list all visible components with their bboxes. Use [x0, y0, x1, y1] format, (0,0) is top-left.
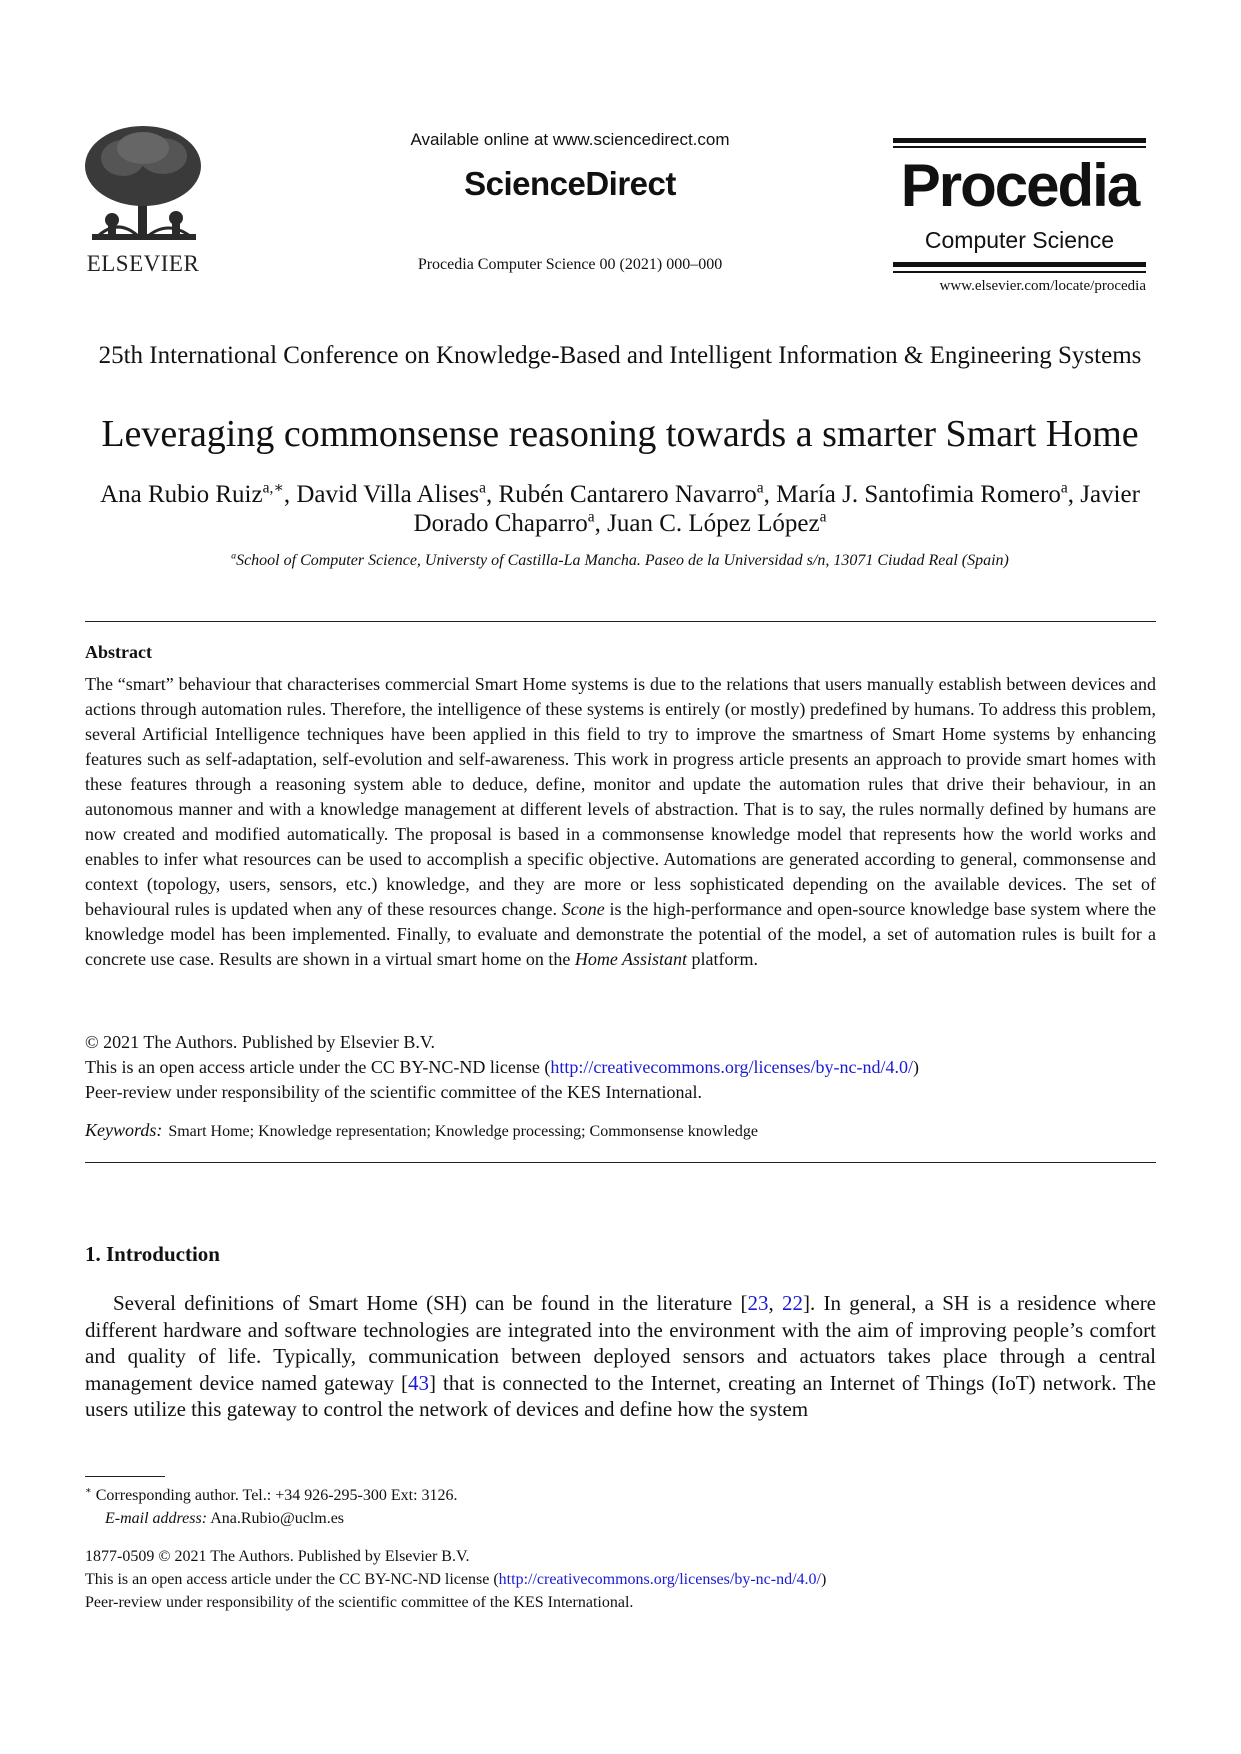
- abstract-part: is the high-performance and open-source knowledge base system where the knowledge model has been implemented. Finally, to evaluate and demonstrate the potential of the model, a set of automation rules is built for a concrete use case. Results are shown in a virtual smart home on the: [85, 899, 1156, 969]
- author-separator: ,: [486, 481, 499, 508]
- affiliation-text: School of Computer Science, Universty of Castilla-La Mancha. Paseo de la Universidad s/n, 13071 Ciudad Real (Spain): [236, 552, 1009, 569]
- email-note: [85, 1507, 1156, 1530]
- footnote-rule: [85, 1476, 165, 1477]
- author-affiliation-mark: a: [587, 508, 595, 526]
- email-address[interactable]: Ana.Rubio@uclm.es: [210, 1510, 345, 1527]
- citation-link[interactable]: 23: [747, 1291, 769, 1315]
- author-affiliation-mark: a: [756, 479, 764, 497]
- journal-reference: Procedia Computer Science 00 (2021) 000–000: [417, 256, 723, 273]
- abstract-emphasis: Scone: [561, 899, 605, 919]
- open-access-line: [85, 1568, 1156, 1591]
- logo-rule-top-thin: [893, 146, 1146, 148]
- keywords-label: Keywords:: [85, 1120, 163, 1140]
- author: [100, 481, 296, 508]
- sciencedirect-logo: ScienceDirect: [464, 165, 676, 202]
- elsevier-logo: [78, 118, 208, 278]
- open-access-suffix: ): [912, 1057, 919, 1077]
- elsevier-wordmark: ELSEVIER: [86, 251, 200, 276]
- open-access-suffix: ): [820, 1571, 827, 1588]
- abstract-part: platform.: [687, 949, 759, 969]
- author: [499, 481, 777, 508]
- paragraph: [85, 1290, 1156, 1423]
- citation-link[interactable]: 22: [782, 1291, 804, 1315]
- author: [607, 510, 826, 537]
- citation-separator: ,: [768, 1291, 783, 1315]
- bottom-license-block: [85, 1545, 1156, 1614]
- affiliation: [80, 552, 1160, 570]
- author-name: Ana Rubio Ruiz: [100, 481, 263, 508]
- author-separator: ,: [594, 510, 608, 537]
- open-access-prefix: This is an open access article under the CC BY-NC-ND license (: [85, 1571, 499, 1588]
- footnote-mark: ∗: [85, 1485, 92, 1497]
- peer-review-line: Peer-review under responsibility of the scientific committee of the KES International.: [85, 1594, 634, 1611]
- author-affiliation-mark: a,∗: [262, 479, 284, 497]
- abstract-emphasis: Home Assistant: [574, 949, 688, 969]
- abstract-text: [85, 672, 1156, 972]
- journal-url[interactable]: www.elsevier.com/locate/procedia: [939, 278, 1146, 294]
- divider: [85, 621, 1156, 622]
- section-heading: 1. Introduction: [85, 1242, 220, 1266]
- logo-rule-bottom-thin: [893, 271, 1146, 273]
- author-name: Juan C. López López: [607, 510, 820, 537]
- author-affiliation-mark: a: [479, 479, 487, 497]
- logo-rule-top: [893, 138, 1146, 143]
- author: [296, 481, 498, 508]
- author-list: [80, 480, 1160, 538]
- author-separator: ,: [1067, 481, 1081, 508]
- author-name: María J. Santofimia Romero: [776, 481, 1061, 508]
- copyright-line: © 2021 The Authors. Published by Elsevier B.V.: [85, 1032, 436, 1052]
- procedia-title: Procedia: [900, 152, 1139, 219]
- paragraph-part: ] that is connected to the Internet, creating an Internet of Things (IoT) network. The users utilize this gateway to control the network of devices and define how the system: [85, 1370, 1156, 1421]
- open-access-line: [85, 1055, 1156, 1080]
- peer-review-line: Peer-review under responsibility of the scientific committee of the KES International.: [85, 1082, 702, 1102]
- elsevier-tree-icon: [78, 118, 208, 248]
- available-online-text: Available online at www.sciencedirect.com: [410, 130, 730, 149]
- author-affiliation-mark: a: [819, 508, 827, 526]
- author-name: David Villa Alises: [296, 481, 480, 508]
- open-access-prefix: This is an open access article under the CC BY-NC-ND license (: [85, 1057, 551, 1077]
- paragraph-part: Several definitions of Smart Home (SH) can be found in the literature [: [113, 1291, 748, 1315]
- affiliation-mark: a: [231, 550, 237, 562]
- citation-link[interactable]: 43: [408, 1370, 430, 1395]
- conference-name: 25th International Conference on Knowledge-Based and Intelligent Information & Engineering Systems: [98, 342, 1142, 369]
- abstract-heading: Abstract: [85, 642, 152, 662]
- keywords-text: Smart Home; Knowledge representation; Knowledge processing; Commonsense knowledge: [168, 1123, 758, 1140]
- email-label: E-mail address:: [105, 1510, 208, 1527]
- author-separator: ,: [763, 481, 777, 508]
- license-link[interactable]: http://creativecommons.org/licenses/by-nc-nd/4.0/: [550, 1057, 913, 1077]
- author-name: Javier Dorado Chaparro: [413, 481, 1140, 537]
- keywords: [85, 1120, 1156, 1141]
- corresponding-author-text: Corresponding author. Tel.: +34 926-295-300 Ext: 3126.: [95, 1487, 458, 1504]
- corresponding-author-note: [85, 1484, 1156, 1507]
- procedia-subtitle: Computer Science: [924, 227, 1115, 253]
- license-block: [85, 1030, 1156, 1105]
- license-link[interactable]: http://creativecommons.org/licenses/by-nc-nd/4.0/: [498, 1571, 821, 1588]
- introduction-text: [85, 1290, 1156, 1423]
- author-separator: ,: [283, 481, 297, 508]
- paper-title: Leveraging commonsense reasoning towards a smarter Smart Home: [101, 413, 1139, 455]
- issn-line: 1877-0509 © 2021 The Authors. Published by Elsevier B.V.: [85, 1548, 470, 1565]
- author-affiliation-mark: a: [1060, 479, 1068, 497]
- author-name: Rubén Cantarero Navarro: [498, 481, 757, 508]
- procedia-logo: [893, 138, 1146, 270]
- logo-rule-bottom: [893, 262, 1146, 267]
- divider: [85, 1162, 1156, 1163]
- author: [776, 481, 1080, 508]
- footnotes: [85, 1484, 1156, 1530]
- abstract-part: The “smart” behaviour that characterises commercial Smart Home systems is due to the relations that users manually establish between devices and actions through automation rules. Therefore, the intelligence of these systems is entirely (or mostly) predefined by humans. To address this problem, several Artificial Intelligence techniques have been applied in this field to try to improve the smartness of Smart Home systems by enhancing features such as self-adaptation, self-evolution and self-awareness. This work in progress article presents an approach to provide smart homes with these features through a reasoning system able to deduce, define, monitor and update the automation rules that drive their behaviour, in an autonomous manner and with a knowledge management at different levels of abstraction. That is to say, the rules normally defined by humans are now created and modified automatically. The proposal is based in a commonsense knowledge model that represents how the world works and enables to infer what resources can be used to accomplish a specific objective. Automations are generated according to general, commonsense and context (topology, users, sensors, etc.) knowledge, and they are more or less sophisticated depending on the available devices. The set of behavioural rules is updated when any of these resources change.: [85, 674, 1156, 919]
- paragraph-part: ]. In general, a SH is a residence where different hardware and software technologies are integrated into the environment with the aim of improving people’s comfort and quality of life. Typically, communication between deployed sensors and actuators takes place through a central management device named gateway [: [85, 1291, 1157, 1395]
